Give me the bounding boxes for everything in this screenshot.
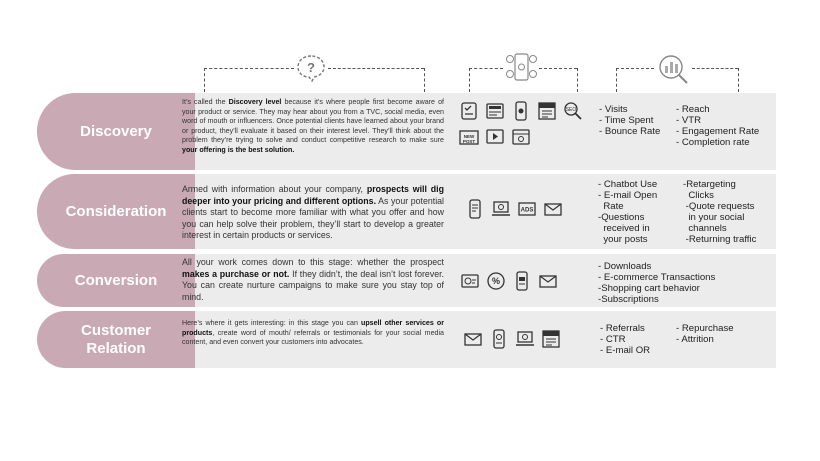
question-bubble-icon <box>296 54 326 82</box>
metric: -Shopping cart behavior <box>598 283 700 294</box>
shopping-card-icon <box>460 271 480 291</box>
stage-label: Conversion <box>74 271 158 289</box>
metric: - Chatbot Use <box>598 179 658 190</box>
metric: -Retargeting <box>683 179 736 190</box>
discovery-metrics-left <box>599 104 660 137</box>
conversion-metrics-left <box>598 261 715 305</box>
stage-label: Consideration <box>65 202 167 220</box>
email-envelope-icon <box>543 199 563 219</box>
social-media-phone-icon <box>505 50 537 86</box>
svg-text:NEW: NEW <box>463 134 475 139</box>
video-icon <box>485 127 505 147</box>
metric: - Bounce Rate <box>599 126 661 137</box>
blog-icon <box>537 101 557 121</box>
metric: channels <box>683 223 727 234</box>
metric: -Quote requests <box>683 201 755 212</box>
metric: - Time Spent <box>599 115 654 126</box>
email-laptop-icon <box>515 329 535 349</box>
metric: -Returning traffic <box>683 234 757 245</box>
metric: - Reach <box>676 104 710 115</box>
stage-label: Discovery <box>80 122 152 140</box>
ads-icon <box>517 199 537 219</box>
phone-icon <box>511 101 531 121</box>
metric: - Repurchase <box>676 323 734 334</box>
discovery-metrics-right <box>676 104 759 148</box>
metric: - Engagement Rate <box>676 126 760 137</box>
metric: - Completion rate <box>676 137 750 148</box>
blog-icon <box>541 329 561 349</box>
stage-customer-relation <box>37 311 195 368</box>
ebook-icon <box>485 101 505 121</box>
stage-discovery <box>37 93 195 170</box>
consideration-metrics-left <box>598 179 657 245</box>
consideration-icons <box>465 199 595 219</box>
conversion-description: All your work comes down to this stage: whether the prospect makes a purchase or not. If they didn’t, the deal isn’t lost forever. You can create nurture campaigns to make sure you stay top of mind. <box>182 257 444 302</box>
browser-icon <box>511 127 531 147</box>
stage-label: Customer Relation <box>80 321 151 357</box>
svg-text:%: % <box>491 276 501 286</box>
svg-text:?: ? <box>307 60 315 75</box>
customer-relation-icons <box>463 329 593 349</box>
metric: Clicks <box>683 190 714 201</box>
email-envelope-icon <box>463 329 483 349</box>
new-post-icon <box>459 127 479 147</box>
metric: - E-mail Open <box>598 190 658 201</box>
metric: - VTR <box>676 115 702 126</box>
metric: - Referrals <box>600 323 645 334</box>
stage-conversion <box>37 254 195 307</box>
metric: your posts <box>598 234 648 245</box>
chat-phone-icon <box>465 199 485 219</box>
seo-icon <box>563 101 583 121</box>
consideration-description: Armed with information about your company, prospects will dig deeper into your pricing and different options. As your potential clients start to become more familiar with what you offer and how you can help solve their problem, they’ll start to develop a greater interest in certain products or services. <box>182 184 444 241</box>
metric: received in <box>598 223 650 234</box>
metric: in your social <box>683 212 745 223</box>
analytics-magnifier-icon <box>656 52 690 86</box>
discount-tag-icon <box>486 271 506 291</box>
metric: - Visits <box>599 104 628 115</box>
subscription-phone-icon <box>512 271 532 291</box>
metric: Rate <box>598 201 624 212</box>
metric: - E-mail OR <box>600 345 651 356</box>
discovery-description: It’s called the Discovery level because it’s where people first become aware of your product or service. They may hear about you from a TVC, social media, even word of mouth or influencers. Once potential clients have learned about your brand or product, they’ll evaluate it based on their interest level. They’ll think about the problem they’re trying to solve and conduct competitive research to make sure your offering is the best solution. <box>182 98 444 154</box>
referral-phone-icon <box>489 329 509 349</box>
consideration-metrics-right <box>683 179 756 245</box>
discovery-icons <box>459 101 589 147</box>
svg-text:POST: POST <box>462 139 476 144</box>
svg-text:ADS: ADS <box>520 207 534 214</box>
metric: - Attrition <box>676 334 714 345</box>
customer-relation-description: Here’s where it gets interesting: in this stage you can upsell other services or products, create word of mouth/ referrals or testimonials for your social media content, and even convert your customers into advocates. <box>182 319 444 347</box>
email-laptop-icon <box>491 199 511 219</box>
metric: - CTR <box>600 334 626 345</box>
stage-consideration <box>37 174 195 249</box>
customer-relation-metrics-right <box>676 323 734 345</box>
metric: -Questions <box>598 212 645 223</box>
metric: - E-commerce Transactions <box>598 272 716 283</box>
metric: -Subscriptions <box>598 294 659 305</box>
email-envelope-icon <box>538 271 558 291</box>
conversion-icons <box>460 271 590 291</box>
metric: - Downloads <box>598 261 652 272</box>
svg-text:SEO: SEO <box>565 107 577 113</box>
customer-relation-metrics-left <box>600 323 650 356</box>
checklist-icon <box>459 101 479 121</box>
